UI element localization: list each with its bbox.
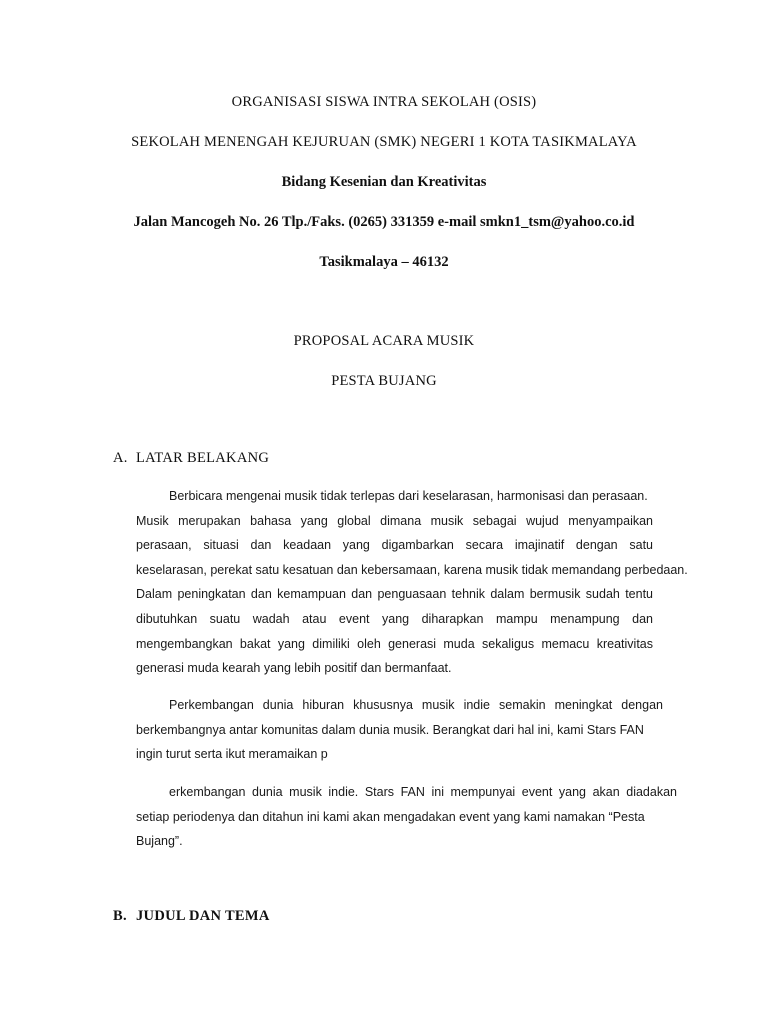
paragraph-line: Perkembangan dunia hiburan khususnya musik indie semakin meningkat dengan [169,698,663,712]
paragraph-line: Musik merupakan bahasa yang global dimana musik sebagai wujud menyampaikan [136,513,653,528]
city-postcode: Tasikmalaya – 46132 [319,254,449,270]
section-a-letter: A. [113,450,128,466]
section-a-title: LATAR BELAKANG [136,450,270,466]
paragraph-line: berkembangnya antar komunitas dalam dunia musik. Berangkat dari hal ini, kami Stars FAN [136,722,644,737]
paragraph-line: mengembangkan bakat yang dimiliki oleh generasi muda sekaligus memacu kreativitas [136,636,653,651]
paragraph-line: Berbicara mengenai musik tidak terlepas dari keselarasan, harmonisasi dan perasaan. [169,489,648,503]
school-name: SEKOLAH MENENGAH KEJURUAN (SMK) NEGERI 1 KOTA TASIKMALAYA [131,134,637,150]
paragraph-1 [136,487,688,684]
paragraph-line: keselarasan, perekat satu kesatuan dan kebersamaan, karena musik tidak memandang perbedaan. [136,562,688,577]
paragraph-line: erkembangan dunia musik indie. Stars FAN ini mempunyai event yang akan diadakan [169,785,677,799]
section-b-title: JUDUL DAN TEMA [136,908,270,924]
paragraph-line: Bujang”. [136,834,183,849]
section-b-heading [113,907,270,925]
proposal-title: PROPOSAL ACARA MUSIK [293,333,475,349]
paragraph-2 [136,696,663,770]
paragraph-line: ingin turut serta ikut meramaikan p [136,747,328,762]
section-b-letter: B. [113,908,127,924]
paragraph-line: perasaan, situasi dan keadaan yang digambarkan secara imajinatif dengan satu [136,538,653,553]
paragraph-line: generasi muda kearah yang lebih positif dan bermanfaat. [136,661,452,676]
event-name: PESTA BUJANG [331,373,437,389]
paragraph-line: Dalam peningkatan dan kemampuan dan penguasaan tehnik dalam bermusik sudah tentu [136,587,653,602]
division-name: Bidang Kesenian dan Kreativitas [281,174,487,190]
section-a-heading [113,449,269,467]
paragraph-3 [136,783,677,857]
address-line: Jalan Mancogeh No. 26 Tlp./Faks. (0265) 331359 e-mail smkn1_tsm@yahoo.co.id [133,214,635,230]
organization-name: ORGANISASI SISWA INTRA SEKOLAH (OSIS) [231,94,537,110]
paragraph-line: setiap periodenya dan ditahun ini kami akan mengadakan event yang kami namakan “Pesta [136,809,645,824]
paragraph-line: dibutuhkan suatu wadah atau event yang diharapkan mampu menampung dan [136,611,653,626]
